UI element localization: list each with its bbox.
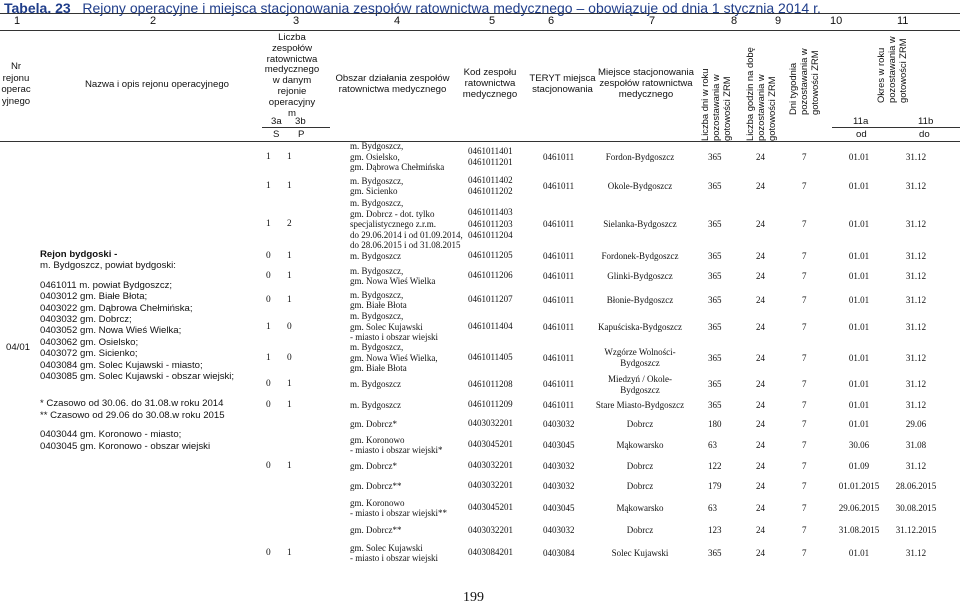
region-line bbox=[40, 382, 234, 390]
row-p: 1 bbox=[287, 294, 292, 305]
row-miejsce: Solec Kujawski bbox=[611, 547, 669, 558]
row-miejsce: Fordon-Bydgoszcz bbox=[605, 151, 675, 162]
region-line: 0403072 gm. Sicienko; bbox=[40, 348, 138, 360]
row-obszar: m. Bydgoszcz, bbox=[350, 342, 404, 353]
row-obszar: m. Bydgoszcz bbox=[350, 399, 401, 410]
row-do: 31.12 bbox=[905, 547, 927, 558]
row-od: 01.01 bbox=[848, 219, 870, 229]
row-kod: 0403045201 bbox=[468, 439, 513, 450]
row-teryt: 0461011 bbox=[543, 151, 575, 162]
row-kod: 0461011402 bbox=[468, 174, 513, 185]
column-number: 9 bbox=[775, 15, 782, 27]
rule-top bbox=[0, 13, 960, 14]
row-dni: 123 bbox=[708, 525, 722, 535]
row-od: 01.01 bbox=[848, 399, 870, 410]
header-teryt: TERYT miejsca bbox=[529, 73, 596, 84]
row-godz: 24 bbox=[756, 525, 765, 535]
row-teryt: 0403032 bbox=[543, 525, 575, 535]
row-do: 31.12 bbox=[905, 321, 927, 332]
row-tyg: 7 bbox=[802, 502, 807, 513]
row-godz: 24 bbox=[756, 270, 765, 281]
row-tyg: 7 bbox=[802, 439, 807, 450]
row-teryt: 0461011 bbox=[543, 250, 575, 261]
header-godzin: pozostawania w bbox=[755, 74, 766, 141]
row-kod: 0461011209 bbox=[468, 399, 513, 410]
row-dni: 365 bbox=[708, 321, 722, 332]
row-s: 1 bbox=[266, 352, 271, 363]
row-kod: 0461011403 bbox=[468, 207, 513, 218]
row-obszar: m. Bydgoszcz, bbox=[350, 141, 404, 152]
row-dni: 63 bbox=[708, 502, 717, 513]
row-miejsce: Bydgoszcz bbox=[620, 358, 660, 368]
row-do: 31.12 bbox=[905, 219, 927, 229]
row-godz: 24 bbox=[756, 460, 765, 471]
row-s: 0 bbox=[266, 399, 271, 410]
row-s: 1 bbox=[266, 219, 271, 229]
header-godzin: gotowości ZRM bbox=[766, 76, 777, 141]
header-dni_roku: Liczba dni w roku bbox=[699, 68, 710, 141]
row-kod: 0461011203 bbox=[468, 218, 513, 229]
row-obszar: gm. Solec Kujawski bbox=[350, 542, 423, 553]
row-od: 01.01 bbox=[848, 294, 870, 305]
row-do: 31.12.2015 bbox=[895, 525, 937, 535]
row-tyg: 7 bbox=[802, 547, 807, 558]
row-tyg: 7 bbox=[802, 418, 807, 429]
region-line: 0461011 m. powiat Bydgoszcz; bbox=[40, 279, 173, 291]
row-s: 0 bbox=[266, 379, 271, 389]
row-godz: 24 bbox=[756, 352, 765, 363]
row-miejsce: Błonie-Bydgoszcz bbox=[606, 294, 674, 305]
row-od: 31.08.2015 bbox=[838, 525, 880, 535]
row-obszar: gm. Nowa Wieś Wielka, bbox=[350, 352, 438, 363]
header-sub_od: od bbox=[856, 129, 867, 140]
row-teryt: 0461011 bbox=[543, 352, 575, 363]
page-number: 199 bbox=[463, 590, 484, 605]
row-od: 01.01 bbox=[848, 151, 870, 162]
row-s: 0 bbox=[266, 460, 271, 471]
region-line: 0403085 gm. Solec Kujawski - obszar wiejski; bbox=[40, 371, 235, 383]
row-kod: 0403032201 bbox=[468, 524, 513, 535]
header-liczba: zespołów bbox=[272, 42, 312, 54]
header-nazwa: Nazwa i opis rejonu operacyjnego bbox=[85, 79, 229, 90]
table-title-label: Tabela. 23 bbox=[4, 0, 71, 16]
row-od: 01.01 bbox=[848, 270, 870, 281]
row-obszar: - miasto i obszar wiejski bbox=[350, 332, 438, 343]
row-teryt: 0461011 bbox=[543, 180, 575, 191]
row-dni: 365 bbox=[708, 352, 722, 363]
region-lines bbox=[40, 260, 234, 452]
row-obszar: - miasto i obszar wiejski** bbox=[350, 508, 447, 518]
row-obszar: m. Bydgoszcz, bbox=[350, 289, 404, 300]
row-kod: 0403032201 bbox=[468, 418, 513, 429]
row-godz: 24 bbox=[756, 439, 765, 450]
row-do: 31.12 bbox=[905, 250, 927, 261]
header-dni_roku: pozostawania w bbox=[710, 74, 721, 141]
row-godz: 24 bbox=[756, 399, 765, 410]
region-description bbox=[40, 249, 234, 452]
region-line: 0403062 gm. Osielsko; bbox=[40, 336, 139, 348]
row-tyg: 7 bbox=[802, 151, 807, 162]
row-kod: 0461011207 bbox=[468, 294, 513, 305]
row-kod: 0461011202 bbox=[468, 186, 513, 196]
header-okres: gotowości ZRM bbox=[897, 38, 908, 103]
region-line: m. Bydgoszcz, powiat bydgoski: bbox=[40, 260, 176, 272]
row-miejsce: Kapuściska-Bydgoszcz bbox=[598, 321, 682, 332]
row-miejsce: Stare Miasto-Bydgoszcz bbox=[595, 399, 685, 410]
row-teryt: 0403045 bbox=[543, 502, 575, 513]
row-dni: 122 bbox=[708, 460, 722, 471]
row-teryt: 0461011 bbox=[543, 219, 575, 229]
row-obszar: - miasto i obszar wiejski bbox=[350, 553, 438, 563]
row-teryt: 0403045 bbox=[543, 439, 575, 450]
header-liczba: operacyjny bbox=[268, 96, 316, 108]
region-line bbox=[40, 272, 234, 280]
row-kod: 0403032201 bbox=[468, 480, 513, 491]
row-tyg: 7 bbox=[802, 180, 807, 191]
row-obszar: m. Bydgoszcz, bbox=[350, 311, 404, 322]
header-liczba: Liczba bbox=[278, 32, 306, 43]
row-od: 01.01 bbox=[848, 418, 870, 429]
row-tyg: 7 bbox=[802, 399, 807, 410]
row-miejsce: Miedzyń / Okole- bbox=[608, 373, 672, 384]
row-obszar: gm. Dobrcz* bbox=[350, 418, 397, 429]
row-p: 1 bbox=[287, 151, 292, 162]
row-obszar: m. Bydgoszcz bbox=[350, 379, 401, 390]
header-kod: Kod zespołu bbox=[463, 67, 517, 78]
row-dni: 63 bbox=[708, 439, 717, 450]
row-do: 31.12 bbox=[905, 352, 927, 363]
header-teryt: stacjonowania bbox=[532, 84, 593, 95]
column-number: 11 bbox=[897, 15, 909, 27]
row-miejsce: Sielanka-Bydgoszcz bbox=[603, 219, 677, 229]
row-miejsce: Dobrcz bbox=[626, 525, 654, 535]
row-teryt: 0403032 bbox=[543, 460, 575, 471]
column-number: 8 bbox=[731, 15, 738, 27]
row-godz: 24 bbox=[756, 418, 765, 429]
header-miejsce: zespołów ratownictwa bbox=[599, 78, 693, 89]
row-obszar: gm. Sicienko bbox=[350, 186, 398, 196]
header-sub_p: P bbox=[298, 129, 305, 140]
row-kod: 0403045201 bbox=[468, 502, 513, 513]
header-liczba: rejonie bbox=[277, 86, 307, 97]
row-p: 0 bbox=[287, 321, 292, 332]
row-teryt: 0461011 bbox=[543, 399, 575, 410]
header-dni_tyg: gotowości ZRM bbox=[809, 50, 820, 115]
region-number: 04/01 bbox=[6, 342, 31, 353]
row-obszar: gm. Solec Kujawski bbox=[350, 321, 423, 332]
column-number: 3 bbox=[293, 15, 300, 27]
row-obszar: m. Bydgoszcz, bbox=[350, 198, 404, 209]
row-miejsce: Bydgoszcz bbox=[620, 384, 660, 395]
row-dni: 365 bbox=[708, 250, 722, 261]
header-liczba: w danym bbox=[272, 75, 312, 87]
row-do: 31.12 bbox=[905, 379, 927, 389]
row-od: 01.01 bbox=[848, 180, 870, 191]
row-p: 1 bbox=[287, 399, 292, 410]
header-liczba: medycznego bbox=[264, 64, 320, 76]
row-kod: 0461011405 bbox=[468, 352, 513, 363]
row-obszar: m. Bydgoszcz bbox=[350, 250, 401, 261]
region-line: 0403045 gm. Koronowo - obszar wiejski bbox=[40, 440, 211, 452]
row-obszar: gm. Nowa Wieś Wielka bbox=[350, 276, 436, 286]
row-tyg: 7 bbox=[802, 270, 807, 281]
row-p: 0 bbox=[287, 352, 292, 363]
region-line: 0403032 gm. Dobrcz; bbox=[40, 314, 132, 326]
row-obszar: do 28.06.2015 i od 31.08.2015 bbox=[350, 240, 461, 251]
header-dni_tyg: Dni tygodnia bbox=[787, 62, 798, 115]
region-line bbox=[40, 390, 234, 398]
row-dni: 365 bbox=[708, 270, 722, 281]
row-od: 01.01 bbox=[848, 250, 870, 261]
row-teryt: 0461011 bbox=[543, 270, 575, 281]
header-sub_11a: 11a bbox=[853, 116, 869, 127]
rule-subheader-right bbox=[832, 127, 960, 128]
row-obszar: gm. Białe Błota bbox=[350, 363, 407, 374]
row-godz: 24 bbox=[756, 151, 765, 162]
row-s: 0 bbox=[266, 294, 271, 305]
row-godz: 24 bbox=[756, 321, 765, 332]
row-do: 28.06.2015 bbox=[895, 480, 937, 491]
row-s: 1 bbox=[266, 180, 271, 191]
row-tyg: 7 bbox=[802, 379, 807, 389]
row-obszar: - miasto i obszar wiejski* bbox=[350, 445, 443, 455]
row-godz: 24 bbox=[756, 294, 765, 305]
header-okres: Okres w roku bbox=[875, 47, 886, 103]
column-number: 10 bbox=[830, 15, 843, 27]
region-line: 0403022 gm. Dąbrowa Chełmińska; bbox=[40, 302, 193, 314]
header-sub_3b: 3b bbox=[295, 116, 306, 127]
header-okres: pozostawania w bbox=[886, 36, 897, 103]
rule-subheader bbox=[262, 127, 330, 128]
row-godz: 24 bbox=[756, 547, 765, 558]
region-title: Rejon bydgoski - bbox=[40, 249, 118, 260]
row-s: 1 bbox=[266, 321, 271, 332]
row-p: 1 bbox=[287, 460, 292, 471]
row-do: 31.12 bbox=[905, 399, 927, 410]
row-obszar: gm. Dobrcz - dot. tylko bbox=[350, 208, 435, 219]
row-godz: 24 bbox=[756, 502, 765, 513]
row-kod: 0461011404 bbox=[468, 321, 513, 332]
row-kod: 0461011208 bbox=[468, 378, 513, 389]
region-line: * Czasowo od 30.06. do 31.08.w roku 2014 bbox=[40, 398, 224, 410]
row-miejsce: Wzgórze Wolności- bbox=[604, 347, 676, 357]
column-number: 7 bbox=[649, 15, 656, 27]
region-line bbox=[40, 421, 234, 429]
row-tyg: 7 bbox=[802, 250, 807, 261]
row-dni: 365 bbox=[708, 294, 722, 305]
row-do: 31.08 bbox=[905, 439, 927, 450]
header-miejsce: Miejsce stacjonowania bbox=[598, 67, 694, 78]
row-p: 1 bbox=[287, 270, 292, 281]
row-obszar: gm. Dobrcz** bbox=[350, 525, 402, 536]
row-kod: 0461011204 bbox=[468, 230, 513, 241]
column-number: 5 bbox=[489, 15, 496, 27]
row-obszar: gm. Koronowo bbox=[350, 497, 405, 508]
row-od: 30.06 bbox=[848, 439, 870, 450]
header-sub_do: do bbox=[919, 129, 930, 140]
region-line: 0403052 gm. Nowa Wieś Wielka; bbox=[40, 325, 182, 337]
row-godz: 24 bbox=[756, 180, 765, 191]
header-dni_tyg: pozostawania w bbox=[798, 48, 809, 115]
row-do: 31.12 bbox=[905, 294, 927, 305]
row-od: 01.01 bbox=[848, 379, 870, 389]
row-od: 01.01 bbox=[848, 547, 870, 558]
row-od: 01.01 bbox=[848, 352, 870, 363]
row-od: 01.09 bbox=[848, 460, 870, 471]
header-dni_roku: gotowości ZRM bbox=[721, 76, 732, 141]
row-obszar: m. Bydgoszcz, bbox=[350, 175, 404, 186]
row-s: 0 bbox=[266, 547, 271, 558]
row-dni: 365 bbox=[708, 219, 722, 229]
header-nr: rejonu bbox=[2, 72, 30, 84]
row-dni: 365 bbox=[708, 547, 722, 558]
row-do: 29.06 bbox=[905, 418, 927, 429]
row-kod: 0403084201 bbox=[468, 547, 513, 558]
header-sub_11b: 11b bbox=[918, 116, 934, 127]
header-kod: medycznego bbox=[462, 89, 518, 100]
row-tyg: 7 bbox=[802, 352, 807, 363]
row-p: 1 bbox=[287, 379, 292, 389]
row-tyg: 7 bbox=[802, 525, 807, 535]
row-obszar: gm. Białe Błota bbox=[350, 300, 407, 310]
row-obszar: gm. Koronowo bbox=[350, 434, 405, 445]
row-od: 01.01 bbox=[848, 321, 870, 332]
row-dni: 180 bbox=[708, 418, 722, 429]
row-tyg: 7 bbox=[802, 219, 807, 229]
row-obszar: gm. Dobrcz** bbox=[350, 480, 402, 491]
row-s: 0 bbox=[266, 250, 271, 261]
rule-colnums bbox=[0, 30, 960, 31]
column-number: 6 bbox=[548, 15, 555, 27]
row-tyg: 7 bbox=[802, 321, 807, 332]
row-s: 1 bbox=[266, 151, 271, 162]
table-title-text: Rejony operacyjne i miejsca stacjonowania zespołów ratownictwa medycznego – obowiązuje od dnia 1 stycznia 2014 r. bbox=[82, 0, 821, 16]
row-miejsce: Dobrcz bbox=[626, 460, 654, 471]
row-obszar: specjalistycznego z.r.m. bbox=[350, 219, 436, 230]
header-liczba: ratownictwa bbox=[266, 53, 318, 65]
row-dni: 179 bbox=[708, 480, 722, 491]
column-number: 2 bbox=[150, 15, 157, 27]
row-teryt: 0403032 bbox=[543, 480, 575, 491]
header-obszar: ratownictwa medycznego bbox=[338, 84, 447, 95]
row-p: 1 bbox=[287, 180, 292, 191]
row-teryt: 0461011 bbox=[543, 321, 575, 332]
row-miejsce: Fordonek-Bydgoszcz bbox=[601, 250, 679, 261]
row-kod: 0461011206 bbox=[468, 270, 513, 281]
region-line: 0403012 gm. Białe Błota; bbox=[40, 291, 148, 303]
row-godz: 24 bbox=[756, 219, 765, 229]
row-p: 1 bbox=[287, 250, 292, 261]
header-godzin: Liczba godzin na dobę bbox=[744, 47, 755, 141]
region-line: ** Czasowo od 29.06 do 30.08.w roku 2015 bbox=[40, 409, 225, 421]
row-dni: 365 bbox=[708, 399, 722, 410]
row-do: 31.12 bbox=[905, 460, 927, 471]
row-miejsce: Mąkowarsko bbox=[616, 439, 664, 450]
row-tyg: 7 bbox=[802, 460, 807, 471]
header-nr: Nr bbox=[10, 61, 22, 72]
row-tyg: 7 bbox=[802, 294, 807, 305]
column-number: 1 bbox=[14, 15, 21, 27]
region-line: 0403084 gm. Solec Kujawski - miasto; bbox=[40, 359, 203, 371]
row-teryt: 0403084 bbox=[543, 547, 575, 558]
row-dni: 365 bbox=[708, 151, 722, 162]
header-sub_s: S bbox=[273, 129, 280, 140]
row-godz: 24 bbox=[756, 480, 765, 491]
header-kod: ratownictwa bbox=[464, 78, 516, 89]
row-obszar: gm. Osielsko, bbox=[350, 151, 400, 162]
row-kod: 0461011205 bbox=[468, 250, 513, 261]
row-teryt: 0461011 bbox=[543, 379, 575, 389]
row-miejsce: Dobrcz bbox=[626, 418, 654, 429]
row-miejsce: Glinki-Bydgoszcz bbox=[607, 270, 673, 281]
header-sub_3a: 3a bbox=[271, 116, 282, 127]
row-tyg: 7 bbox=[802, 480, 807, 491]
region-line: 0403044 gm. Koronowo - miasto; bbox=[40, 429, 182, 441]
column-number: 4 bbox=[394, 15, 401, 27]
row-kod: 0461011201 bbox=[468, 157, 513, 167]
row-teryt: 0403032 bbox=[543, 418, 575, 429]
header-liczba: m bbox=[288, 107, 296, 119]
row-dni: 365 bbox=[708, 180, 722, 191]
row-godz: 24 bbox=[756, 379, 765, 389]
header-miejsce: medycznego bbox=[618, 89, 674, 100]
row-teryt: 0461011 bbox=[543, 294, 575, 305]
row-od: 29.06.2015 bbox=[838, 502, 880, 513]
row-p: 1 bbox=[287, 547, 292, 558]
row-od: 01.01.2015 bbox=[838, 480, 880, 491]
row-miejsce: Okole-Bydgoszcz bbox=[607, 180, 673, 191]
row-do: 31.12 bbox=[905, 270, 927, 281]
header-nr: yjnego bbox=[1, 95, 31, 107]
row-obszar: do 29.06.2014 i od 01.09.2014, bbox=[350, 229, 463, 240]
row-do: 31.12 bbox=[905, 180, 927, 191]
row-kod: 0461011401 bbox=[468, 145, 513, 156]
row-p: 2 bbox=[287, 219, 292, 229]
row-miejsce: Dobrcz bbox=[626, 480, 654, 491]
row-kod: 0403032201 bbox=[468, 460, 513, 471]
rule-header-bottom bbox=[0, 141, 960, 142]
row-obszar: gm. Dobrcz* bbox=[350, 460, 397, 471]
row-do: 30.08.2015 bbox=[895, 502, 937, 513]
row-dni: 365 bbox=[708, 379, 722, 389]
header-nr: operac bbox=[1, 84, 31, 95]
row-s: 0 bbox=[266, 270, 271, 281]
row-do: 31.12 bbox=[905, 151, 927, 162]
row-miejsce: Mąkowarsko bbox=[616, 502, 664, 513]
row-godz: 24 bbox=[756, 250, 765, 261]
row-obszar: gm. Dąbrowa Chełmińska bbox=[350, 162, 445, 173]
row-obszar: m. Bydgoszcz, bbox=[350, 265, 404, 276]
header-obszar: Obszar działania zespołów bbox=[335, 73, 450, 84]
